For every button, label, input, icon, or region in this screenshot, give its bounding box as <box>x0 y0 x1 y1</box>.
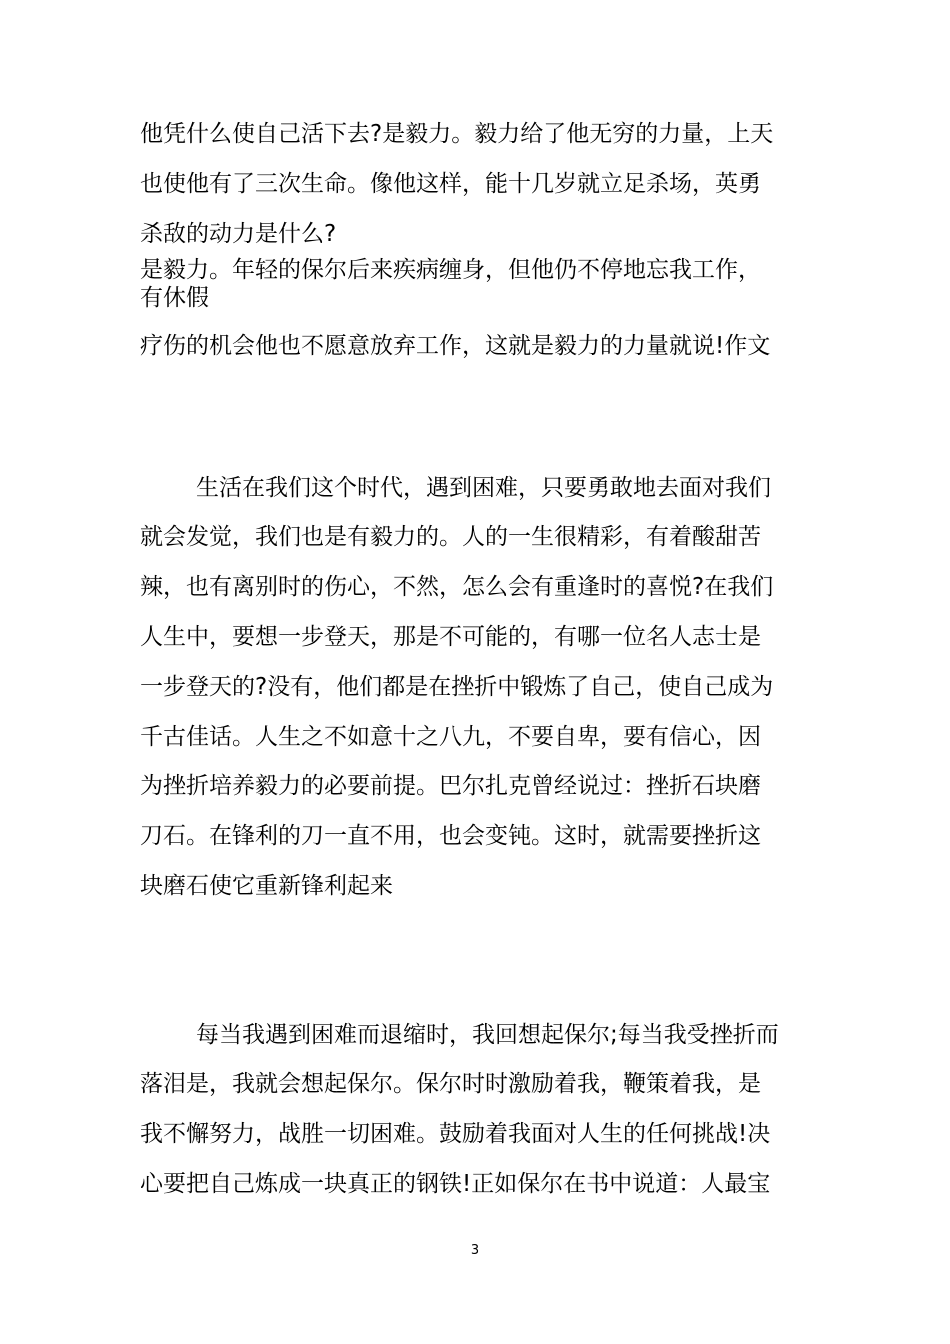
text-line: 人生中，要想一步登天，那是不可能的，有哪一位名人志士是 <box>140 624 761 650</box>
text-line: 千古佳话。人生之不如意十之八九，不要自卑，要有信心，因 <box>140 724 761 750</box>
text-line: 辣，也有离别时的伤心，不然，怎么会有重逢时的喜悦?在我们 <box>140 574 774 600</box>
text-line: 也使他有了三次生命。像他这样，能十几岁就立足杀场，英勇 <box>140 171 761 197</box>
text-line: 杀敌的动力是什么? <box>140 221 337 247</box>
text-line: 块磨石使它重新锋利起来 <box>140 873 393 899</box>
text-line: 是毅力。年轻的保尔后来疾病缠身，但他仍不停地忘我工作， <box>140 257 761 283</box>
text-line: 为挫折培养毅力的必要前提。巴尔扎克曾经说过：挫折石块磨 <box>140 773 761 799</box>
text-line: 心要把自己炼成一块真正的钢铁!正如保尔在书中说道：人最宝 <box>140 1171 771 1197</box>
text-line: 就会发觉，我们也是有毅力的。人的一生很精彩，有着酸甜苦 <box>140 524 761 550</box>
text-line: 有休假 <box>140 285 209 311</box>
text-line: 落泪是，我就会想起保尔。保尔时时激励着我，鞭策着我，是 <box>140 1071 761 1097</box>
page-number: 3 <box>470 1243 480 1258</box>
paragraph-first-line: 生活在我们这个时代，遇到困难，只要勇敢地去面对我们 <box>196 475 771 501</box>
text-line: 刀石。在锋利的刀一直不用，也会变钝。这时，就需要挫折这 <box>140 823 761 849</box>
text-line: 疗伤的机会他也不愿意放弃工作，这就是毅力的力量就说!作文 <box>140 333 771 359</box>
text-line: 他凭什么使自己活下去?是毅力。毅力给了他无穷的力量，上天 <box>140 121 774 147</box>
text-line: 一步登天的?没有，他们都是在挫折中锻炼了自己，使自己成为 <box>140 674 774 700</box>
paragraph-first-line: 每当我遇到困难而退缩时，我回想起保尔;每当我受挫折而 <box>196 1022 779 1048</box>
text-line: 我不懈努力，战胜一切困难。鼓励着我面对人生的任何挑战!决 <box>140 1121 771 1147</box>
